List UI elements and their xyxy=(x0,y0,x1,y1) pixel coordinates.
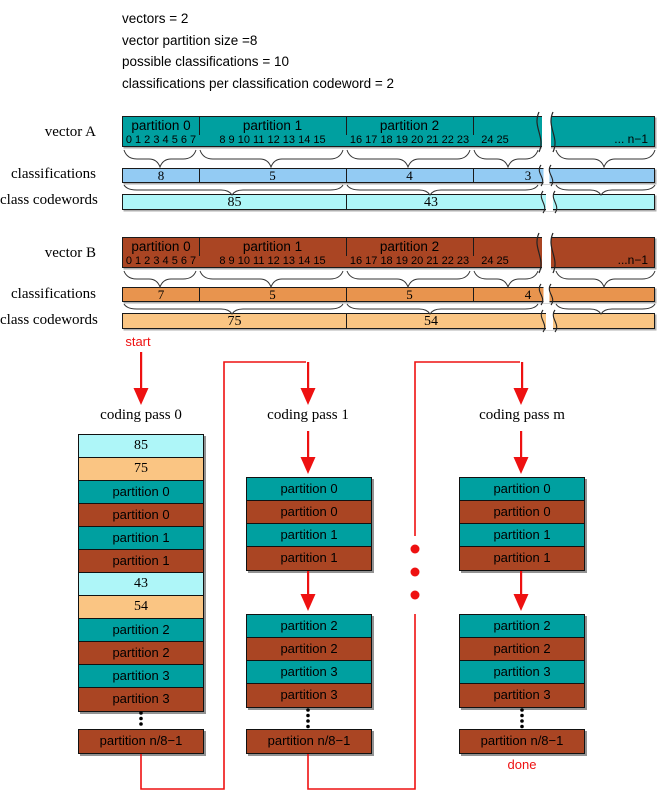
passm-row: partition 0 xyxy=(460,501,584,524)
segment-divider xyxy=(473,169,474,182)
codeword-value: 43 xyxy=(424,195,438,210)
index-tail: ...n−1 xyxy=(617,253,648,267)
passm-arrow2-head xyxy=(514,594,529,611)
red-ellipsis-dot xyxy=(411,591,420,600)
pass1-arrow2-shaft xyxy=(307,571,309,595)
brace-row-a1 xyxy=(124,150,655,167)
partition-divider xyxy=(473,117,474,135)
partition-header: partition 1 xyxy=(242,118,303,133)
codewords-a-label: class codewords xyxy=(0,192,98,208)
partition-header: partition 0 xyxy=(131,239,191,254)
pass1-top-arrow-shaft xyxy=(307,362,309,389)
classification-value: 5 xyxy=(269,287,276,302)
pass0-row: partition 2 xyxy=(79,642,203,665)
pass1-row: partition 3 xyxy=(247,661,371,684)
passm-final-row: partition n/8−1 xyxy=(460,730,584,753)
partition-header: partition 1 xyxy=(242,239,303,254)
config-text xyxy=(122,8,394,94)
pass0-row: partition 3 xyxy=(79,688,203,711)
codewords-b-label: class codewords xyxy=(0,312,98,328)
brace xyxy=(474,271,538,287)
done-label: done xyxy=(507,757,537,772)
brace xyxy=(474,150,538,167)
classifications-b-label: classifications xyxy=(11,286,96,302)
red-ellipsis-dot xyxy=(411,568,420,577)
pass0-row: partition 0 xyxy=(79,481,203,504)
passm-top-arrow-head xyxy=(514,388,529,405)
brace xyxy=(200,150,343,167)
partition-header: partition 0 xyxy=(131,118,191,133)
brace xyxy=(200,271,343,287)
vector-a-bar xyxy=(122,116,655,147)
pass0-row: 75 xyxy=(79,458,203,481)
passm-final-box xyxy=(459,729,585,754)
codeword-value: 85 xyxy=(227,195,242,210)
passm-row: partition 1 xyxy=(460,524,584,547)
index-range: 0 1 2 3 4 5 6 7 xyxy=(125,255,197,267)
pass1-row: partition 2 xyxy=(247,615,371,638)
classification-value: 7 xyxy=(157,287,165,302)
classifications-a-label: classifications xyxy=(11,166,96,182)
config-line: vectors = 2 xyxy=(122,11,189,26)
partition-divider xyxy=(346,238,347,256)
pass0-row: partition 3 xyxy=(79,665,203,688)
passm-arrow1-shaft xyxy=(520,431,522,458)
pass1-arrow1-head xyxy=(301,457,316,474)
partition-divider xyxy=(346,117,347,135)
pass1-row: partition 2 xyxy=(247,638,371,661)
passm-row: partition 2 xyxy=(460,615,584,638)
index-range: 16 17 18 19 20 21 22 23 xyxy=(349,255,470,267)
pass0-row: 54 xyxy=(79,596,203,619)
brace xyxy=(556,150,655,167)
passm-row: partition 3 xyxy=(460,661,584,684)
classification-value: 5 xyxy=(406,287,413,302)
partition-divider xyxy=(199,238,200,256)
brace-row-b1 xyxy=(124,271,655,287)
pass1-row: partition 1 xyxy=(247,547,371,570)
codeword-value: 75 xyxy=(227,314,242,329)
classification-value: 4 xyxy=(524,287,532,302)
index-range: 24 25 xyxy=(481,134,509,146)
pass1-top-arrow-head xyxy=(301,388,316,405)
classification-value: 3 xyxy=(524,168,532,183)
partition-header: partition 2 xyxy=(379,118,440,133)
pass1-row: partition 0 xyxy=(247,478,371,501)
brace xyxy=(124,150,196,167)
codewords-a-bar xyxy=(122,194,655,210)
pass0-row: partition 1 xyxy=(79,550,203,573)
coding-pass-0-label: coding pass 0 xyxy=(100,407,182,423)
partition-divider xyxy=(473,238,474,256)
brace xyxy=(124,271,196,287)
pass0-row: 85 xyxy=(79,435,203,458)
start-label: start xyxy=(125,334,151,349)
segment-divider xyxy=(473,288,474,301)
classification-value: 4 xyxy=(406,168,413,183)
start-arrow-head xyxy=(134,388,149,405)
passm-row: partition 2 xyxy=(460,638,584,661)
codewords-b-bar xyxy=(122,313,655,329)
pass0-row: partition 0 xyxy=(79,504,203,527)
config-line: classifications per classification codeword = 2 xyxy=(122,75,395,91)
pass1-row: partition 1 xyxy=(247,524,371,547)
vector-a-label: vector A xyxy=(44,124,96,140)
index-range: 8 9 10 11 12 13 14 15 xyxy=(219,134,326,146)
pass0-final-box xyxy=(78,729,204,754)
passm-row: partition 0 xyxy=(460,478,584,501)
coding-pass-m-label: coding pass m xyxy=(479,407,565,423)
brace xyxy=(347,150,470,167)
codeword-value: 54 xyxy=(424,314,438,329)
index-range: 24 25 xyxy=(481,255,509,267)
classification-value: 5 xyxy=(269,168,276,183)
red-ellipsis-dot xyxy=(411,545,420,554)
pass1-final-row: partition n/8−1 xyxy=(247,730,371,753)
pass1-row: partition 3 xyxy=(247,684,371,707)
pass0-row: 43 xyxy=(79,573,203,596)
config-line: possible classifications = 10 xyxy=(122,54,289,69)
classifications-b-bar xyxy=(122,287,655,302)
start-arrow-shaft xyxy=(140,352,142,389)
pass0-row: partition 2 xyxy=(79,619,203,642)
passm-arrow2-shaft xyxy=(520,571,522,595)
passm-group2 xyxy=(459,614,585,708)
index-range: 8 9 10 11 12 13 14 15 xyxy=(219,255,326,267)
pass0-stack xyxy=(78,434,204,712)
vector-b-label: vector B xyxy=(44,245,96,261)
pass1-arrow1-shaft xyxy=(307,431,309,458)
pass0-final-row: partition n/8−1 xyxy=(79,730,203,753)
coding-pass-1-label: coding pass 1 xyxy=(267,407,349,423)
pass0-row: partition 1 xyxy=(79,527,203,550)
classification-value: 8 xyxy=(157,168,165,183)
passm-group1 xyxy=(459,477,585,571)
passm-row: partition 3 xyxy=(460,684,584,707)
passm-arrow1-head xyxy=(514,457,529,474)
brace xyxy=(556,271,655,287)
index-tail: ... n−1 xyxy=(614,132,648,146)
pass1-arrow2-head xyxy=(301,594,316,611)
pass1-row: partition 0 xyxy=(247,501,371,524)
pass1-final-box xyxy=(246,729,372,754)
passm-row: partition 1 xyxy=(460,547,584,570)
passm-top-arrow-shaft xyxy=(521,362,523,389)
config-line: vector partition size =8 xyxy=(122,32,258,48)
partition-header: partition 2 xyxy=(379,239,440,254)
index-range: 0 1 2 3 4 5 6 7 xyxy=(125,134,197,146)
partition-divider xyxy=(199,117,200,135)
index-range: 16 17 18 19 20 21 22 23 xyxy=(349,134,470,146)
pass1-group2 xyxy=(246,614,372,708)
classifications-a-bar xyxy=(122,168,655,183)
vector-b-bar xyxy=(122,237,655,268)
brace xyxy=(347,271,470,287)
pass1-group1 xyxy=(246,477,372,571)
